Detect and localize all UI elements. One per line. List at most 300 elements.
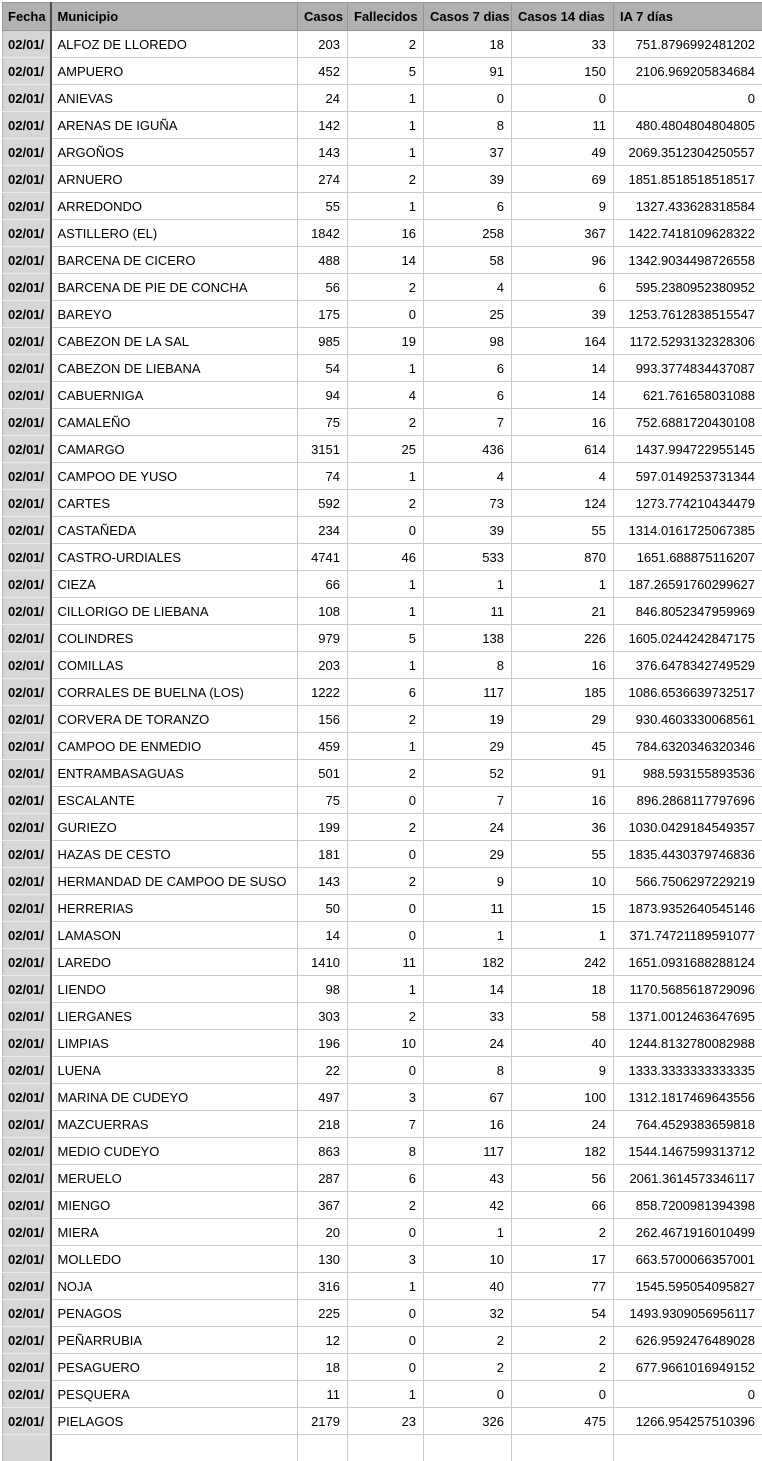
cell-casos-14-dias: 77 [512, 1273, 614, 1300]
cell-ia-7-dias: 2106.969205834684 [614, 58, 762, 85]
table-row [3, 1219, 762, 1246]
cell-casos-14-dias: 36 [512, 814, 614, 841]
column-header-casos-7-dias: Casos 7 dias [424, 3, 512, 31]
table-row [3, 544, 762, 571]
cell-municipio: LUENA [51, 1057, 298, 1084]
cell-casos-7-dias: 39 [424, 517, 512, 544]
cell-fallecidos: 2 [348, 868, 424, 895]
cell-casos-7-dias: 2 [424, 1354, 512, 1381]
cell-fecha: 02/01/ [3, 31, 51, 58]
cell-casos-7-dias: 16 [424, 1111, 512, 1138]
table-row [3, 112, 762, 139]
cell-casos-7-dias: 32 [424, 1300, 512, 1327]
cell-casos [298, 1435, 348, 1461]
cell-ia-7-dias: 1651.0931688288124 [614, 949, 762, 976]
cell-casos-14-dias: 15 [512, 895, 614, 922]
cell-ia-7-dias: 846.8052347959969 [614, 598, 762, 625]
cell-ia-7-dias: 764.4529383659818 [614, 1111, 762, 1138]
table-row [3, 922, 762, 949]
cell-ia-7-dias: 1371.0012463647695 [614, 1003, 762, 1030]
cell-casos: 75 [298, 409, 348, 436]
cell-municipio: MOLLEDO [51, 1246, 298, 1273]
cell-casos-7-dias: 39 [424, 166, 512, 193]
cell-fallecidos [348, 1435, 424, 1461]
cell-ia-7-dias: 1172.5293132328306 [614, 328, 762, 355]
cell-casos: 156 [298, 706, 348, 733]
cell-casos: 11 [298, 1381, 348, 1408]
cell-fecha: 02/01/ [3, 760, 51, 787]
cell-casos: 218 [298, 1111, 348, 1138]
table-row [3, 436, 762, 463]
cell-municipio: ANIEVAS [51, 85, 298, 112]
cell-fallecidos: 1 [348, 598, 424, 625]
cell-municipio: BAREYO [51, 301, 298, 328]
cell-ia-7-dias [614, 1435, 762, 1461]
cell-casos-7-dias: 14 [424, 976, 512, 1003]
cell-casos-14-dias: 9 [512, 193, 614, 220]
cell-casos: 452 [298, 58, 348, 85]
cell-municipio: MARINA DE CUDEYO [51, 1084, 298, 1111]
cell-municipio: BARCENA DE PIE DE CONCHA [51, 274, 298, 301]
cell-casos-14-dias: 16 [512, 787, 614, 814]
column-header-fecha: Fecha [3, 3, 51, 31]
table-header [3, 3, 762, 31]
cell-casos: 234 [298, 517, 348, 544]
cell-ia-7-dias: 1170.5685618729096 [614, 976, 762, 1003]
cell-casos: 3151 [298, 436, 348, 463]
cell-casos-7-dias: 19 [424, 706, 512, 733]
cell-ia-7-dias: 858.7200981394398 [614, 1192, 762, 1219]
cell-ia-7-dias: 1312.1817469643556 [614, 1084, 762, 1111]
cell-municipio: PESAGUERO [51, 1354, 298, 1381]
cell-casos-7-dias: 326 [424, 1408, 512, 1435]
cell-casos: 863 [298, 1138, 348, 1165]
table-row [3, 409, 762, 436]
cell-casos: 459 [298, 733, 348, 760]
cell-casos-14-dias: 49 [512, 139, 614, 166]
cell-fecha: 02/01/ [3, 1192, 51, 1219]
cell-fecha: 02/01/ [3, 1273, 51, 1300]
cell-ia-7-dias: 1273.774210434479 [614, 490, 762, 517]
cell-fecha: 02/01/ [3, 328, 51, 355]
column-header-fallecidos: Fallecidos [348, 3, 424, 31]
cell-fecha: 02/01/ [3, 409, 51, 436]
cell-casos: 203 [298, 652, 348, 679]
cell-fallecidos: 1 [348, 193, 424, 220]
cell-fecha: 02/01/ [3, 301, 51, 328]
cell-casos: 303 [298, 1003, 348, 1030]
cell-casos: 66 [298, 571, 348, 598]
cell-fallecidos: 2 [348, 814, 424, 841]
cell-casos-7-dias: 436 [424, 436, 512, 463]
table-row [3, 1030, 762, 1057]
cell-casos-14-dias: 4 [512, 463, 614, 490]
cell-casos-14-dias: 96 [512, 247, 614, 274]
cell-municipio: LIMPIAS [51, 1030, 298, 1057]
cell-municipio: CAMPOO DE YUSO [51, 463, 298, 490]
cell-casos-7-dias: 533 [424, 544, 512, 571]
cell-municipio: MIENGO [51, 1192, 298, 1219]
cell-ia-7-dias: 1851.8518518518517 [614, 166, 762, 193]
cell-casos-14-dias: 14 [512, 355, 614, 382]
table-row [3, 517, 762, 544]
cell-municipio: ASTILLERO (EL) [51, 220, 298, 247]
cell-ia-7-dias: 896.2868117797696 [614, 787, 762, 814]
cell-ia-7-dias: 621.761658031088 [614, 382, 762, 409]
cell-ia-7-dias: 751.8796992481202 [614, 31, 762, 58]
cell-casos-7-dias: 0 [424, 85, 512, 112]
cell-casos-7-dias: 91 [424, 58, 512, 85]
cell-casos-7-dias: 6 [424, 382, 512, 409]
cell-municipio: ARREDONDO [51, 193, 298, 220]
cell-casos-14-dias: 367 [512, 220, 614, 247]
table-row [3, 1408, 762, 1435]
cell-fallecidos: 0 [348, 301, 424, 328]
cell-casos-14-dias: 2 [512, 1219, 614, 1246]
cell-fecha: 02/01/ [3, 490, 51, 517]
table-row [3, 490, 762, 517]
cell-ia-7-dias: 784.6320346320346 [614, 733, 762, 760]
cell-fecha: 02/01/ [3, 1057, 51, 1084]
cell-casos: 143 [298, 868, 348, 895]
table-row [3, 1327, 762, 1354]
cell-fecha: 02/01/ [3, 598, 51, 625]
cell-municipio: LIERGANES [51, 1003, 298, 1030]
cell-fecha: 02/01/ [3, 1030, 51, 1057]
cell-fallecidos: 2 [348, 409, 424, 436]
cell-fallecidos: 2 [348, 166, 424, 193]
cell-ia-7-dias: 597.0149253731344 [614, 463, 762, 490]
cell-casos-7-dias: 1 [424, 1219, 512, 1246]
table-row [3, 625, 762, 652]
cell-fallecidos: 2 [348, 1003, 424, 1030]
cell-fecha: 02/01/ [3, 247, 51, 274]
cell-casos: 75 [298, 787, 348, 814]
cell-casos-14-dias: 55 [512, 841, 614, 868]
cell-casos: 488 [298, 247, 348, 274]
cell-casos-14-dias: 11 [512, 112, 614, 139]
cell-ia-7-dias: 1327.433628318584 [614, 193, 762, 220]
cell-casos-14-dias: 185 [512, 679, 614, 706]
cell-casos-7-dias: 11 [424, 598, 512, 625]
cell-fallecidos: 2 [348, 760, 424, 787]
cell-fallecidos: 0 [348, 1354, 424, 1381]
data-table [2, 2, 762, 1461]
cell-fallecidos: 0 [348, 517, 424, 544]
cell-fallecidos: 1 [348, 1273, 424, 1300]
cell-casos-14-dias: 18 [512, 976, 614, 1003]
cell-fallecidos: 1 [348, 976, 424, 1003]
cell-fecha: 02/01/ [3, 166, 51, 193]
cell-casos: 979 [298, 625, 348, 652]
table-row [3, 85, 762, 112]
cell-fecha: 02/01/ [3, 436, 51, 463]
cell-ia-7-dias: 1244.8132780082988 [614, 1030, 762, 1057]
cell-casos: 143 [298, 139, 348, 166]
cell-ia-7-dias: 1342.9034498726558 [614, 247, 762, 274]
cell-casos-14-dias: 2 [512, 1354, 614, 1381]
cell-ia-7-dias: 1422.7418109628322 [614, 220, 762, 247]
cell-fallecidos: 5 [348, 58, 424, 85]
cell-ia-7-dias: 1333.3333333333335 [614, 1057, 762, 1084]
cell-ia-7-dias: 1545.595054095827 [614, 1273, 762, 1300]
cell-casos-14-dias: 45 [512, 733, 614, 760]
cell-fecha: 02/01/ [3, 1381, 51, 1408]
cell-casos: 54 [298, 355, 348, 382]
cell-municipio: HERMANDAD DE CAMPOO DE SUSO [51, 868, 298, 895]
cell-ia-7-dias: 1544.1467599313712 [614, 1138, 762, 1165]
table-row [3, 220, 762, 247]
cell-fecha: 02/01/ [3, 58, 51, 85]
cell-municipio: CAMPOO DE ENMEDIO [51, 733, 298, 760]
cell-fallecidos: 19 [348, 328, 424, 355]
cell-ia-7-dias: 1086.6536639732517 [614, 679, 762, 706]
cell-fallecidos: 8 [348, 1138, 424, 1165]
cell-casos: 199 [298, 814, 348, 841]
cell-fecha: 02/01/ [3, 787, 51, 814]
cell-casos: 367 [298, 1192, 348, 1219]
cell-fallecidos: 6 [348, 679, 424, 706]
table-row [3, 1111, 762, 1138]
cell-casos-14-dias [512, 1435, 614, 1461]
cell-fecha: 02/01/ [3, 1327, 51, 1354]
cell-casos-7-dias: 25 [424, 301, 512, 328]
cell-municipio: CABUERNIGA [51, 382, 298, 409]
table-row [3, 301, 762, 328]
cell-fecha: 02/01/ [3, 706, 51, 733]
cell-casos: 94 [298, 382, 348, 409]
cell-fecha: 02/01/ [3, 733, 51, 760]
cell-casos-7-dias: 73 [424, 490, 512, 517]
cell-casos: 12 [298, 1327, 348, 1354]
table-row [3, 355, 762, 382]
table-row [3, 31, 762, 58]
cell-municipio: ALFOZ DE LLOREDO [51, 31, 298, 58]
cell-casos-14-dias: 1 [512, 571, 614, 598]
cell-casos: 501 [298, 760, 348, 787]
cell-ia-7-dias: 1314.0161725067385 [614, 517, 762, 544]
cell-fallecidos: 10 [348, 1030, 424, 1057]
table-row [3, 706, 762, 733]
cell-municipio: LIENDO [51, 976, 298, 1003]
column-header-casos: Casos [298, 3, 348, 31]
cell-casos: 274 [298, 166, 348, 193]
cell-ia-7-dias: 371.74721189591077 [614, 922, 762, 949]
cell-municipio: AMPUERO [51, 58, 298, 85]
cell-fecha: 02/01/ [3, 949, 51, 976]
cell-fecha: 02/01/ [3, 85, 51, 112]
cell-casos: 497 [298, 1084, 348, 1111]
cell-casos-14-dias: 39 [512, 301, 614, 328]
cell-casos-7-dias: 24 [424, 814, 512, 841]
cell-casos-14-dias: 124 [512, 490, 614, 517]
cell-ia-7-dias: 480.4804804804805 [614, 112, 762, 139]
cell-municipio: HAZAS DE CESTO [51, 841, 298, 868]
cell-ia-7-dias: 376.6478342749529 [614, 652, 762, 679]
cell-casos-14-dias: 69 [512, 166, 614, 193]
cell-fecha: 02/01/ [3, 1138, 51, 1165]
cell-municipio: PENAGOS [51, 1300, 298, 1327]
cell-municipio: PEÑARRUBIA [51, 1327, 298, 1354]
cell-casos: 56 [298, 274, 348, 301]
cell-fallecidos: 5 [348, 625, 424, 652]
cell-ia-7-dias: 595.2380952380952 [614, 274, 762, 301]
cell-casos-7-dias: 4 [424, 463, 512, 490]
cell-casos-14-dias: 0 [512, 1381, 614, 1408]
cell-casos-14-dias: 870 [512, 544, 614, 571]
cell-casos-14-dias: 226 [512, 625, 614, 652]
cell-casos-7-dias: 43 [424, 1165, 512, 1192]
cell-fallecidos: 1 [348, 112, 424, 139]
cell-casos-7-dias: 10 [424, 1246, 512, 1273]
cell-ia-7-dias: 626.9592476489028 [614, 1327, 762, 1354]
cell-ia-7-dias: 1030.0429184549357 [614, 814, 762, 841]
cell-casos: 24 [298, 85, 348, 112]
cell-ia-7-dias: 187.26591760299627 [614, 571, 762, 598]
cell-fecha: 02/01/ [3, 1003, 51, 1030]
cell-fecha: 02/01/ [3, 193, 51, 220]
cell-casos-14-dias: 17 [512, 1246, 614, 1273]
cell-fecha: 02/01/ [3, 517, 51, 544]
cell-municipio: CORVERA DE TORANZO [51, 706, 298, 733]
table-row [3, 1192, 762, 1219]
cell-ia-7-dias: 566.7506297229219 [614, 868, 762, 895]
cell-fallecidos: 0 [348, 895, 424, 922]
cell-casos-7-dias: 18 [424, 31, 512, 58]
cell-casos: 316 [298, 1273, 348, 1300]
cell-fecha: 02/01/ [3, 652, 51, 679]
cell-municipio: CIEZA [51, 571, 298, 598]
cell-ia-7-dias: 1651.688875116207 [614, 544, 762, 571]
cell-ia-7-dias: 1493.9309056956117 [614, 1300, 762, 1327]
cell-municipio: MERUELO [51, 1165, 298, 1192]
cell-casos-7-dias: 1 [424, 571, 512, 598]
cell-fallecidos: 1 [348, 355, 424, 382]
cell-casos-7-dias: 8 [424, 1057, 512, 1084]
cell-casos: 181 [298, 841, 348, 868]
cell-casos-7-dias: 7 [424, 409, 512, 436]
table-row [3, 1300, 762, 1327]
cell-casos-14-dias: 10 [512, 868, 614, 895]
table-row [3, 1273, 762, 1300]
cell-fecha: 02/01/ [3, 1354, 51, 1381]
table-row [3, 1003, 762, 1030]
table-row [3, 1381, 762, 1408]
cell-fecha: 02/01/ [3, 625, 51, 652]
cell-casos-7-dias: 1 [424, 922, 512, 949]
cell-casos-14-dias: 14 [512, 382, 614, 409]
cell-casos-14-dias: 9 [512, 1057, 614, 1084]
cell-casos: 74 [298, 463, 348, 490]
cell-municipio: LAMASON [51, 922, 298, 949]
cell-casos-7-dias: 67 [424, 1084, 512, 1111]
table-row [3, 814, 762, 841]
column-header-ia-7-dias: IA 7 días [614, 3, 762, 31]
cell-casos-14-dias: 150 [512, 58, 614, 85]
cell-municipio: CARTES [51, 490, 298, 517]
cell-casos: 2179 [298, 1408, 348, 1435]
table-row [3, 193, 762, 220]
table-row [3, 1246, 762, 1273]
table-row [3, 949, 762, 976]
table-row [3, 868, 762, 895]
cell-casos-14-dias: 21 [512, 598, 614, 625]
cell-casos-14-dias: 33 [512, 31, 614, 58]
table-row [3, 166, 762, 193]
cell-casos: 1410 [298, 949, 348, 976]
cell-fecha: 02/01/ [3, 463, 51, 490]
cell-casos: 14 [298, 922, 348, 949]
cell-ia-7-dias: 1266.954257510396 [614, 1408, 762, 1435]
cell-ia-7-dias: 1253.7612838515547 [614, 301, 762, 328]
cell-casos-7-dias: 8 [424, 652, 512, 679]
header-row [3, 3, 762, 31]
cell-ia-7-dias: 1605.0244242847175 [614, 625, 762, 652]
cell-fallecidos: 2 [348, 1192, 424, 1219]
cell-casos-14-dias: 56 [512, 1165, 614, 1192]
cell-casos-7-dias: 258 [424, 220, 512, 247]
cell-casos-7-dias: 117 [424, 1138, 512, 1165]
cell-fallecidos: 1 [348, 463, 424, 490]
cell-fecha: 02/01/ [3, 1408, 51, 1435]
cell-fecha: 02/01/ [3, 112, 51, 139]
cell-casos-14-dias: 475 [512, 1408, 614, 1435]
cell-casos-7-dias: 2 [424, 1327, 512, 1354]
cell-municipio: MIERA [51, 1219, 298, 1246]
cell-casos: 175 [298, 301, 348, 328]
cell-ia-7-dias: 993.3774834437087 [614, 355, 762, 382]
cell-fallecidos: 46 [348, 544, 424, 571]
cell-casos-7-dias: 58 [424, 247, 512, 274]
column-header-municipio: Municipio [51, 3, 298, 31]
cell-fallecidos: 7 [348, 1111, 424, 1138]
cell-fallecidos: 1 [348, 733, 424, 760]
cell-casos: 108 [298, 598, 348, 625]
cell-municipio: CABEZON DE LIEBANA [51, 355, 298, 382]
cell-fallecidos: 6 [348, 1165, 424, 1192]
table-row [3, 1165, 762, 1192]
cell-ia-7-dias: 1437.994722955145 [614, 436, 762, 463]
cell-casos-14-dias: 182 [512, 1138, 614, 1165]
table-row [3, 733, 762, 760]
cell-fallecidos: 0 [348, 1057, 424, 1084]
cell-casos: 4741 [298, 544, 348, 571]
cell-fallecidos: 1 [348, 1381, 424, 1408]
cell-casos-7-dias: 6 [424, 193, 512, 220]
cell-fecha: 02/01/ [3, 220, 51, 247]
cell-casos-7-dias: 8 [424, 112, 512, 139]
cell-casos-7-dias: 37 [424, 139, 512, 166]
cell-fallecidos: 11 [348, 949, 424, 976]
table-body [3, 31, 762, 1461]
cell-casos: 1842 [298, 220, 348, 247]
cell-casos-7-dias: 24 [424, 1030, 512, 1057]
cell-municipio: CAMARGO [51, 436, 298, 463]
cell-ia-7-dias: 2069.3512304250557 [614, 139, 762, 166]
cell-casos: 1222 [298, 679, 348, 706]
cell-municipio: CABEZON DE LA SAL [51, 328, 298, 355]
cell-casos-7-dias: 40 [424, 1273, 512, 1300]
cell-fallecidos: 2 [348, 490, 424, 517]
cell-ia-7-dias: 930.4603330068561 [614, 706, 762, 733]
cell-municipio: HERRERIAS [51, 895, 298, 922]
cell-casos-14-dias: 55 [512, 517, 614, 544]
cell-ia-7-dias: 0 [614, 85, 762, 112]
cell-casos: 20 [298, 1219, 348, 1246]
cell-casos-7-dias: 9 [424, 868, 512, 895]
cell-casos-14-dias: 1 [512, 922, 614, 949]
cell-casos-14-dias: 16 [512, 409, 614, 436]
